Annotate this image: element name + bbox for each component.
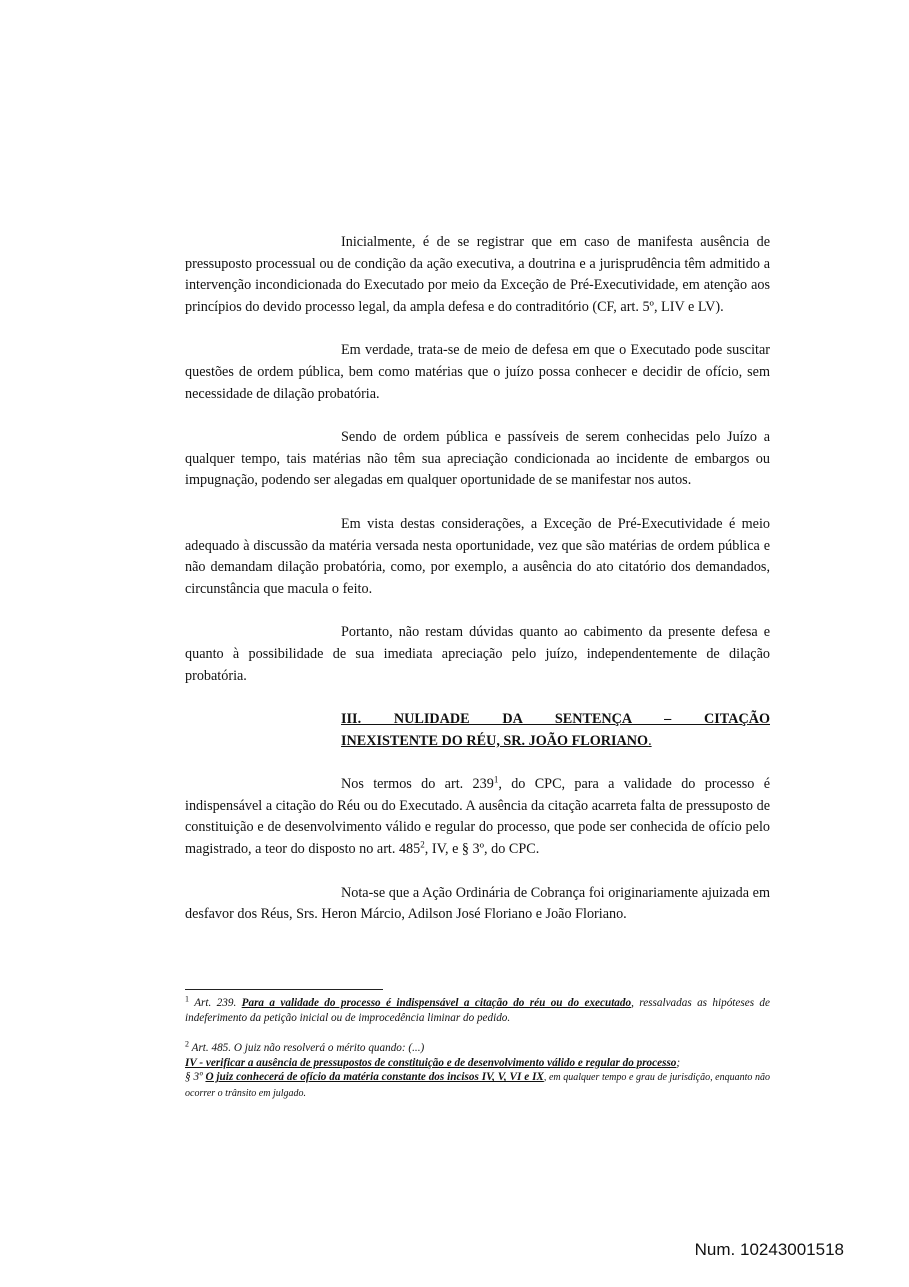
footnote-1-emphasis: Para a validade do processo é indispensável a citação do réu ou do executado: [241, 997, 632, 1009]
footnote-2-semicolon: ;: [676, 1056, 681, 1069]
footnote-1-rest: , ressalvadas as hipóteses de indeferimento da petição inicial ou de improcedência liminar do pedido.: [185, 997, 770, 1024]
footnote-2-rest: , em qualquer tempo e grau de jurisdição, enquanto não ocorrer o trânsito em julgado.: [185, 1072, 770, 1099]
footnote-ref-2[interactable]: 2: [420, 839, 425, 850]
footnote-2-article: Art. 485. O juiz não resolverá o mérito quando: (...): [191, 1042, 425, 1055]
paragraph-4: Em vista destas considerações, a Exceção de Pré-Executividade é meio adequado à discussão da matéria versada nesta oportunidade, vez que são matérias de ordem pública e não demandam dilação probatória, como, por exemplo, a ausência do ato citatório dos demandados, circunstância que macula o feito.: [185, 515, 770, 597]
section-heading-line-2: INEXISTENTE DO RÉU, SR. JOÃO FLORIANO: [341, 732, 649, 749]
paragraph-7: Nota-se que a Ação Ordinária de Cobrança foi originariamente ajuizada em desfavor dos Réus, Srs. Heron Márcio, Adilson José Floriano e João Floriano.: [185, 884, 770, 923]
footnote-2-number: 2: [185, 1039, 189, 1049]
document-number: Num. 10243001518: [694, 1240, 844, 1259]
footnote-1: [185, 996, 770, 1025]
paragraph-2: Em verdade, trata-se de meio de defesa em que o Executado pode suscitar questões de ordem pública, bem como matérias que o juízo possa conhecer e decidir de ofício, sem necessidade de dilação probatória.: [185, 342, 770, 402]
document-body: [185, 232, 770, 948]
footnote-1-article: Art. 239.: [194, 997, 242, 1009]
footnote-separator: [185, 989, 383, 990]
footnote-ref-1[interactable]: 1: [493, 774, 499, 785]
paragraph-5: Portanto, não restam dúvidas quanto ao cabimento da presente defesa e quanto à possibilidade de sua imediata apreciação pelo juízo, independentemente de dilação probatória.: [185, 624, 770, 684]
section-heading: [341, 709, 770, 752]
paragraph-6-part-b: , do CPC, para a validade do processo é indispensável a citação do Réu ou do Executado. A ausência da citação acarreta falta de pressuposto de constituição e de desenvolvimento válido e regular do processo, que pode ser conhecida de ofício pelo magistrado, a teor do disposto no art. 485: [185, 776, 770, 858]
paragraph-1: Inicialmente, é de se registrar que em caso de manifesta ausência de pressuposto processual ou de condição da ação executiva, a doutrina e a jurisprudência têm admitido a intervenção incondicionada do Executado por meio da Exceção de Pré-Executividade, em atenção aos princípios do devido processo legal, da ampla defesa e do contraditório (CF, art. 5º, LIV e LV).: [185, 234, 770, 315]
paragraph-6-part-a: Nos termos do art. 239: [341, 776, 494, 793]
paragraph-6-part-c: , IV, e § 3º, do CPC.: [424, 841, 540, 858]
paragraph-6: [185, 774, 770, 860]
section-heading-period: .: [648, 732, 652, 749]
footnote-2-emphasis-1: IV - verificar a ausência de pressupostos de constituição e de desenvolvimento válido e regular do processo: [185, 1056, 677, 1069]
footnote-2-emphasis-2: O juiz conhecerá de ofício da matéria constante dos incisos IV, V, VI e IX: [205, 1071, 544, 1084]
paragraph-3: Sendo de ordem pública e passíveis de serem conhecidas pelo Juízo a qualquer tempo, tais matérias não têm sua apreciação condicionada ao incidente de embargos ou impugnação, podendo ser alegadas em qualquer oportunidade de se manifestar nos autos.: [185, 429, 770, 489]
footnote-2-paragraph-mark: § 3º: [185, 1071, 206, 1084]
footnotes: [185, 996, 770, 1118]
footnote-2: [185, 1041, 770, 1101]
footnote-1-number: 1: [185, 994, 189, 1004]
section-heading-line-1: III. NULIDADE DA SENTENÇA – CITAÇÃO: [341, 711, 770, 728]
